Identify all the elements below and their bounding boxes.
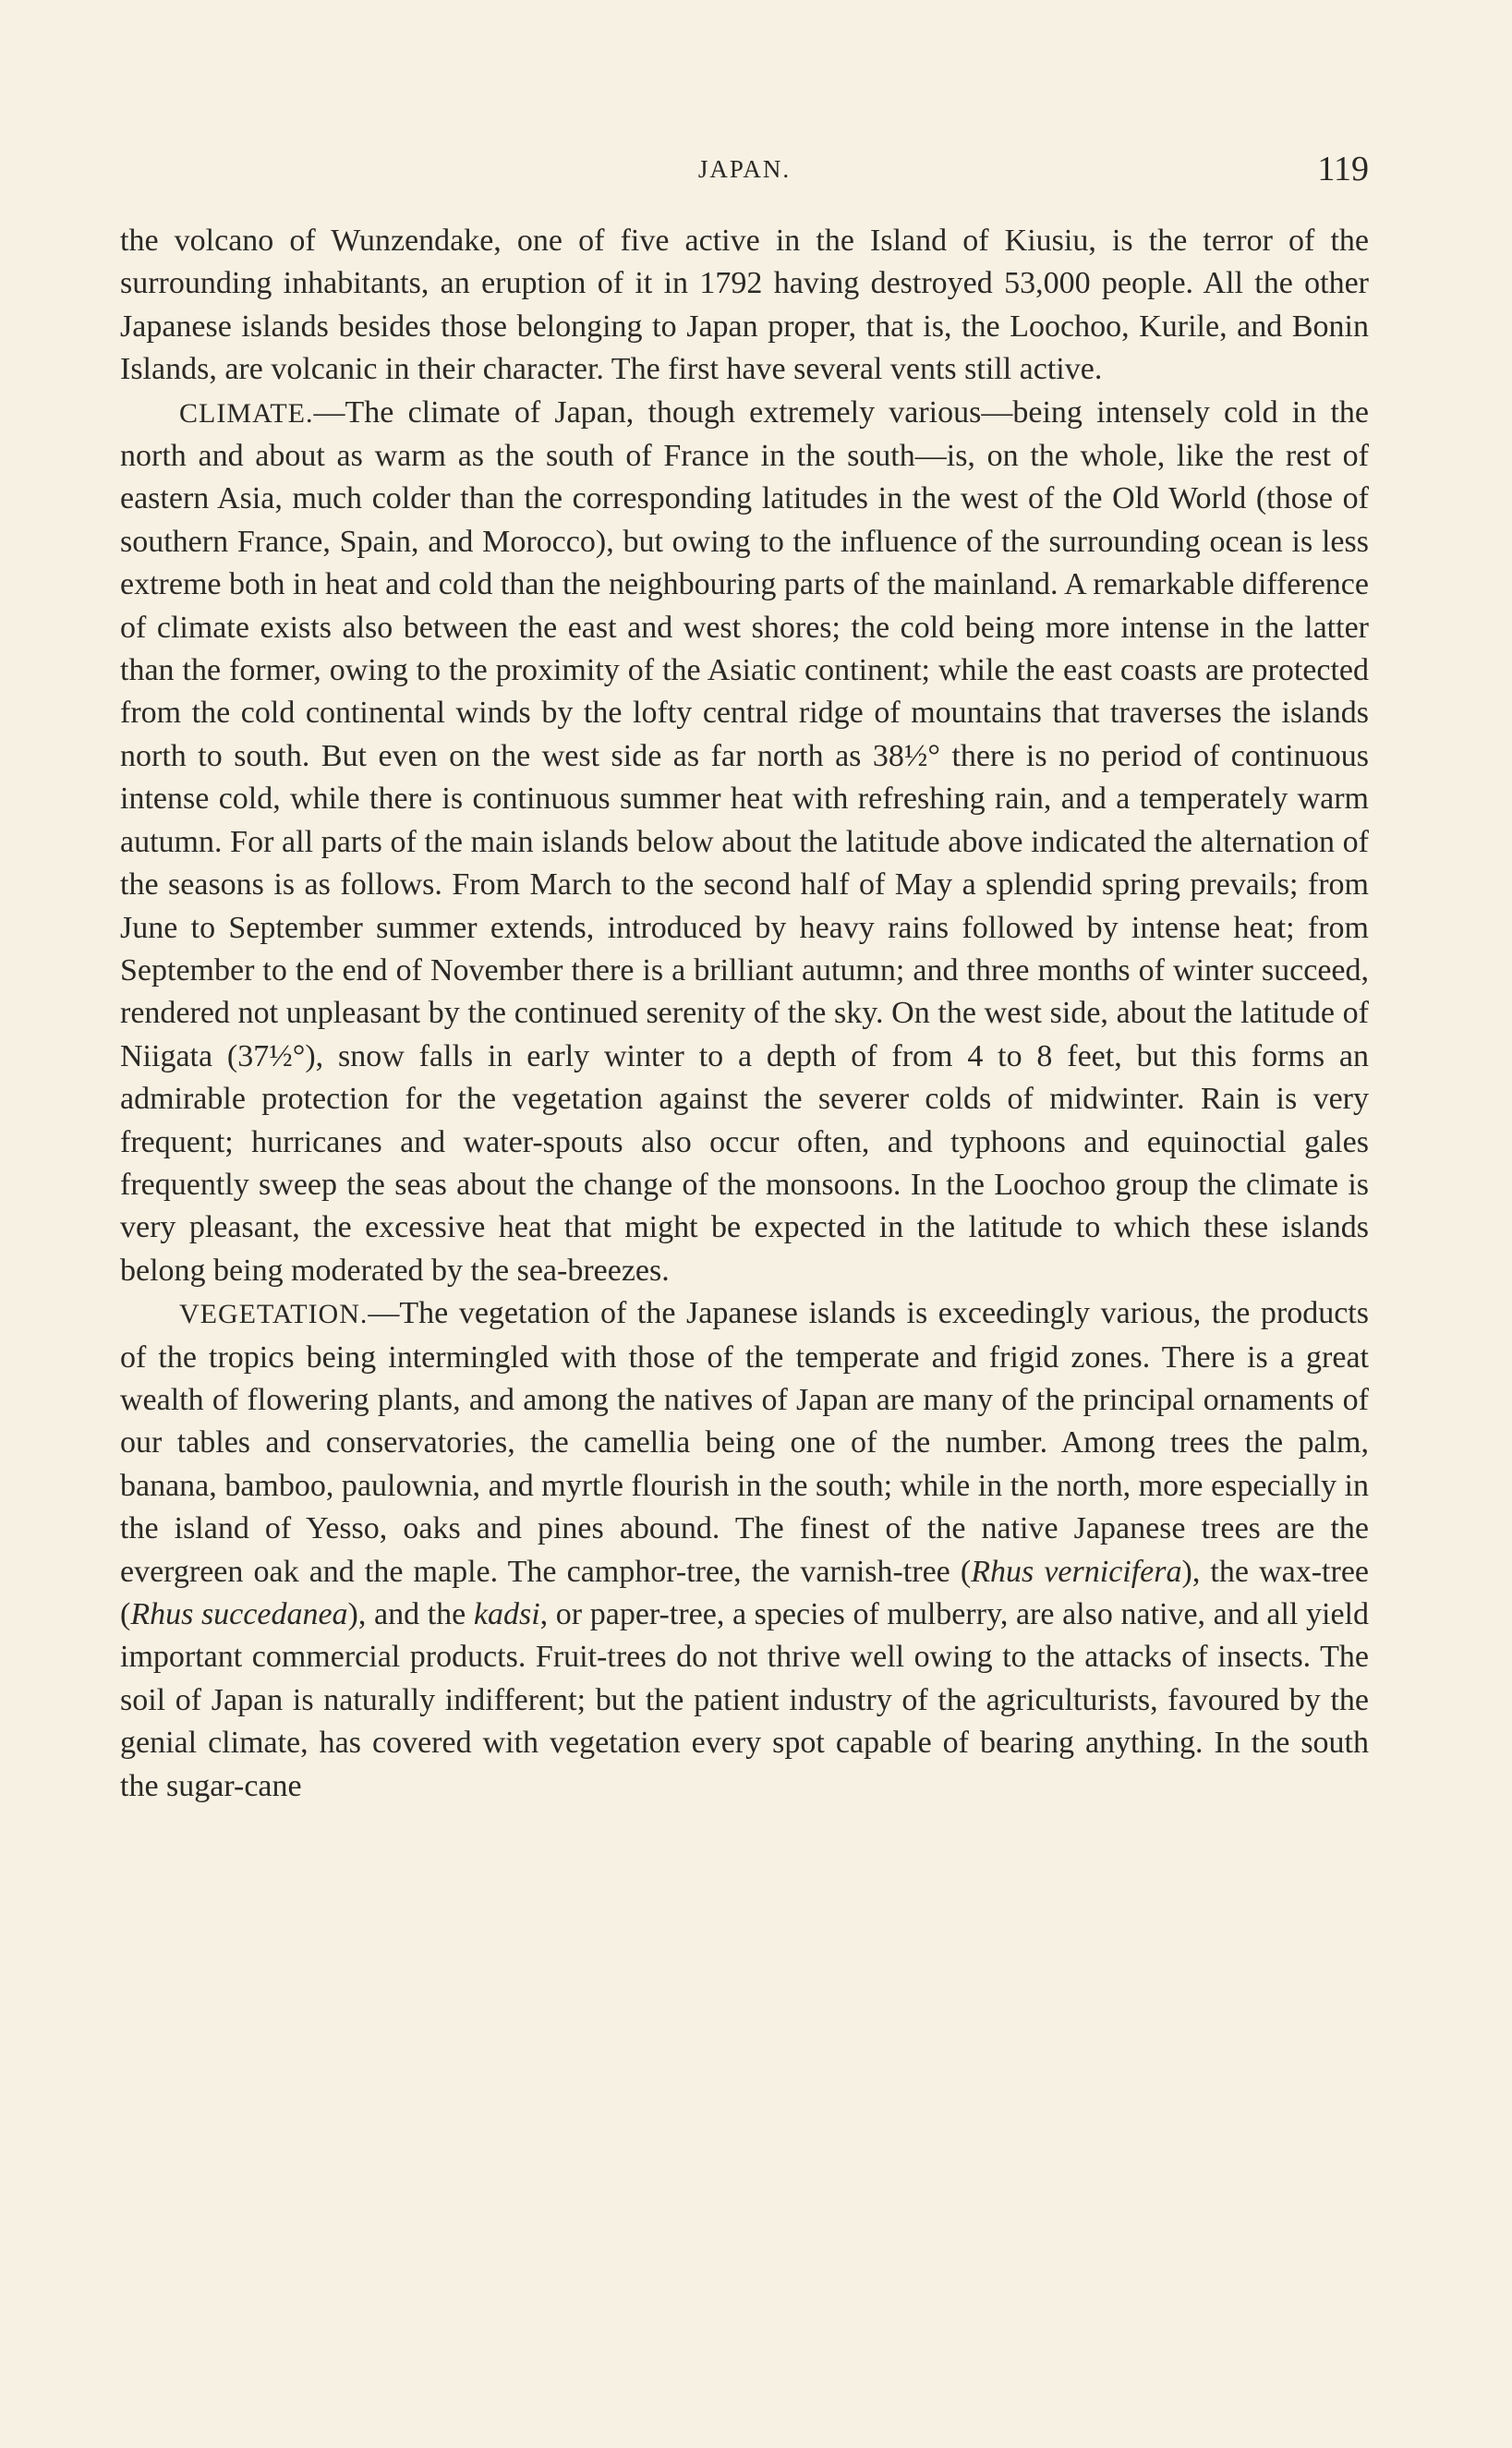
paragraph-vegetation <box>120 1292 1369 1808</box>
vegetation-text-b: ), the wax-tree ( <box>120 1554 1370 1631</box>
vegetation-text-d: , or paper-tree, a species of mulberry, are also native, and all yield important commercial products. Fruit-trees do not thrive well owing to the attacks of insects. The soil of Japan is naturally indifferent; but the patient industry of the agriculturists, favoured by the genial climate, has covered with vegetation every spot capable of bearing anything. In the south the sugar-cane <box>120 1597 1369 1803</box>
page-number: 119 <box>1317 150 1369 188</box>
climate-text: —The climate of Japan, though extremely various—being intensely cold in the north and about as warm as the south of France in the south—is, on the whole, like the rest of eastern Asia, much colder than the corresponding latitudes in the west of the Old World (those of southern France, Spain, and Morocco), but owing to the influence of the surrounding ocean is less extreme both in heat and cold than the neighbouring parts of the mainland. A remarkable difference of climate exists also between the east and west shores; the cold being more intense in the latter than the former, owing to the proximity of the Asiatic continent; while the east coasts are protected from the cold continental winds by the lofty central ridge of mountains that traverses the islands north to south. But even on the west side as far north as 38½° there is no period of continuous intense cold, while there is continuous summer heat with refreshing rain, and a temperately warm autumn. For all parts of the main islands below about the latitude above indicated the alternation of the seasons is as follows. From March to the second half of May a splendid spring prevails; from June to September summer extends, introduced by heavy rains followed by intense heat; from September to the end of November there is a brilliant autumn; and three months of winter succeed, rendered not unpleasant by the continued serenity of the sky. On the west side, about the latitude of Niigata (37½°), snow falls in early winter to a depth of from 4 to 8 feet, but this forms an admirable protection for the vegetation against the severer colds of midwinter. Rain is very frequent; hurricanes and water-spouts also occur often, and typhoons and equinoctial gales frequently sweep the seas about the change of the monsoons. In the Loochoo group the climate is very pleasant, the excessive heat that might be expected in the latitude to which these islands belong being moderated by the sea-breezes. <box>120 394 1369 1288</box>
paragraph-volcanoes: the volcano of Wunzendake, one of five active in the Island of Kiusiu, is the terror of the surrounding inhabitants, an eruption of it in 1792 having destroyed 53,000 people. All the other Japanese islands besides those belonging to Japan proper, that is, the Loochoo, Kurile, and Bonin Islands, are volcanic in their character. The first have several vents still active. <box>120 224 1369 387</box>
running-head <box>120 148 1369 190</box>
paragraph-climate <box>120 392 1369 1293</box>
running-title: JAPAN. <box>697 155 792 183</box>
section-heading-climate: CLIMATE. <box>179 397 314 429</box>
term-kadsi: kadsi <box>473 1597 540 1631</box>
body-text <box>120 220 1369 1808</box>
section-heading-vegetation: VEGETATION. <box>179 1299 369 1330</box>
vegetation-text-c: ), and the <box>347 1597 474 1631</box>
species-rhus-succedanea: Rhus succedanea <box>130 1597 348 1631</box>
species-rhus-vernicifera: Rhus vernicifera <box>971 1554 1182 1589</box>
vegetation-text-a: —The vegetation of the Japanese islands is exceedingly various, the products of the tropics being intermingled with those of the temperate and frigid zones. There is a great wealth of flowering plants, and among the natives of Japan are many of the principal ornaments of our tables and conservatories, the camellia being one of the number. Among trees the palm, banana, bamboo, paulownia, and myrtle flourish in the south; while in the north, more especially in the island of Yesso, oaks and pines abound. The finest of the native Japanese trees are the evergreen oak and the maple. The camphor-tree, the varnish-tree ( <box>120 1296 1369 1589</box>
